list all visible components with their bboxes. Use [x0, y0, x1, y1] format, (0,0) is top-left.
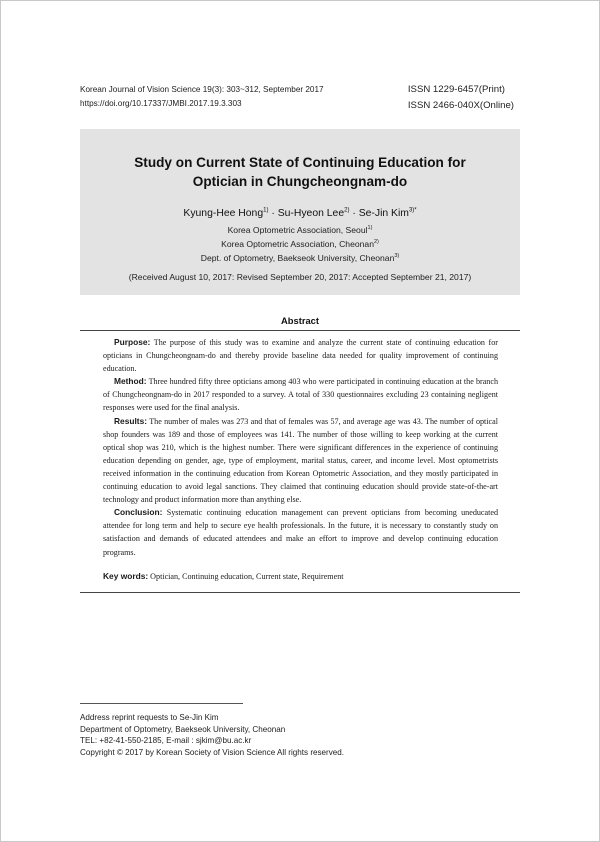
abstract-results [103, 415, 498, 507]
footnote-line: Department of Optometry, Baekseok University, Cheonan [80, 724, 286, 734]
author-separator: · [268, 208, 278, 219]
keywords-text: Optician, Continuing education, Current state, Requirement [148, 572, 344, 581]
affiliation-1 [80, 224, 520, 236]
affiliation-text: Dept. of Optometry, Baekseok University, Cheonan [200, 253, 395, 263]
author-separator: · [349, 208, 359, 219]
abstract-conclusion [103, 506, 498, 558]
footnote-rule [80, 703, 243, 704]
section-lead: Method: [114, 376, 147, 387]
journal-citation: Korean Journal of Vision Science 19(3): 303~312, September 2017 [80, 85, 324, 94]
section-lead: Purpose: [114, 337, 151, 347]
section-text: The purpose of this study was to examine and analyze the current state of continuing education for opticians in Chungcheongnam-do and thereby provide baseline data needed for quality improvement of continuing education. [103, 338, 498, 374]
abstract-bottom-rule [80, 592, 520, 593]
title-box [80, 129, 520, 295]
footnote-line: Address reprint requests to Se-Jin Kim [80, 713, 219, 722]
doi-link[interactable]: https://doi.org/10.17337/JMBI.2017.19.3.303 [80, 99, 242, 108]
keywords [103, 571, 498, 581]
affiliation-sup: 1) [367, 225, 373, 232]
issn-block [408, 82, 514, 114]
issn-online: ISSN 2466-040X(Online) [407, 100, 514, 111]
abstract-top-rule [80, 330, 520, 331]
received-dates: (Received August 10, 2017: Revised September 20, 2017: Accepted September 21, 2017) [128, 272, 472, 282]
author-name: Kyung-Hee Hong [183, 208, 264, 219]
author-sup: 2) [344, 207, 350, 214]
paper-title [80, 153, 520, 191]
footnote-line: TEL: +82-41-550-2185, E-mail : sjkim@bu.ac.kr [80, 736, 252, 746]
title-line-2: Optician in Chungcheongnam-do [192, 174, 408, 189]
abstract-purpose [103, 336, 498, 375]
section-text: The number of males was 273 and that of females was 57, and average age was 43. The number of optical shop founders was 189 and those of employees was 141. The number of those willing to keep working at the current optical shop was 210, which is the highest number. There were significant differences in the experience of continuing education depending on gender, age, type of employment, marital status, career, and income level. Most optometrists received information in the continuing education from Korean Optometric Association, and they mostly participated in continuing education to avoid legal sanctions. They claimed that continuing education should provide state-of-the-art technology and product information more than anything else. [103, 416, 498, 505]
section-text: Systematic continuing education management can prevent opticians from becoming uneducated attendee for long term and help to secure eye health professionals. In the future, it is necessary to constantly study on satisfaction and demands of educated attendees and make an effort to improve and develop continuing education programs. [103, 508, 498, 557]
affiliation-sup: 2) [373, 239, 379, 246]
affiliation-3 [80, 252, 520, 264]
abstract-heading: Abstract [280, 315, 320, 326]
author-sup: 3)* [408, 207, 417, 214]
footnote [80, 712, 520, 758]
affiliation-sup: 3) [394, 253, 400, 260]
section-lead: Results: [114, 415, 148, 426]
author-name: Se-Jin Kim [358, 208, 409, 219]
issn-print: ISSN 1229-6457(Print) [407, 84, 505, 95]
affiliation-text: Korea Optometric Association, Cheonan [221, 239, 374, 249]
affiliation-text: Korea Optometric Association, Seoul [227, 225, 368, 235]
affiliation-2 [80, 238, 520, 250]
title-line-1: Study on Current State of Continuing Education for [134, 155, 466, 170]
keywords-lead: Key words: [103, 571, 149, 581]
journal-header [80, 83, 324, 111]
author-name: Su-Hyeon Lee [277, 208, 345, 219]
section-lead: Conclusion: [114, 507, 163, 518]
author-sup: 1) [263, 207, 269, 214]
author-list [80, 207, 520, 221]
abstract-method [103, 375, 498, 414]
section-text: Three hundred fifty three opticians among 403 who were participated in continuing education at the branch of Chungcheongnam-do in 2017 responded to a survey. A total of 330 questionnaires excluding 23 containing negligent responses were used for the final analysis. [103, 377, 498, 413]
footnote-line: Copyright © 2017 by Korean Society of Vision Science All rights reserved. [80, 747, 345, 757]
abstract-body [103, 336, 498, 559]
